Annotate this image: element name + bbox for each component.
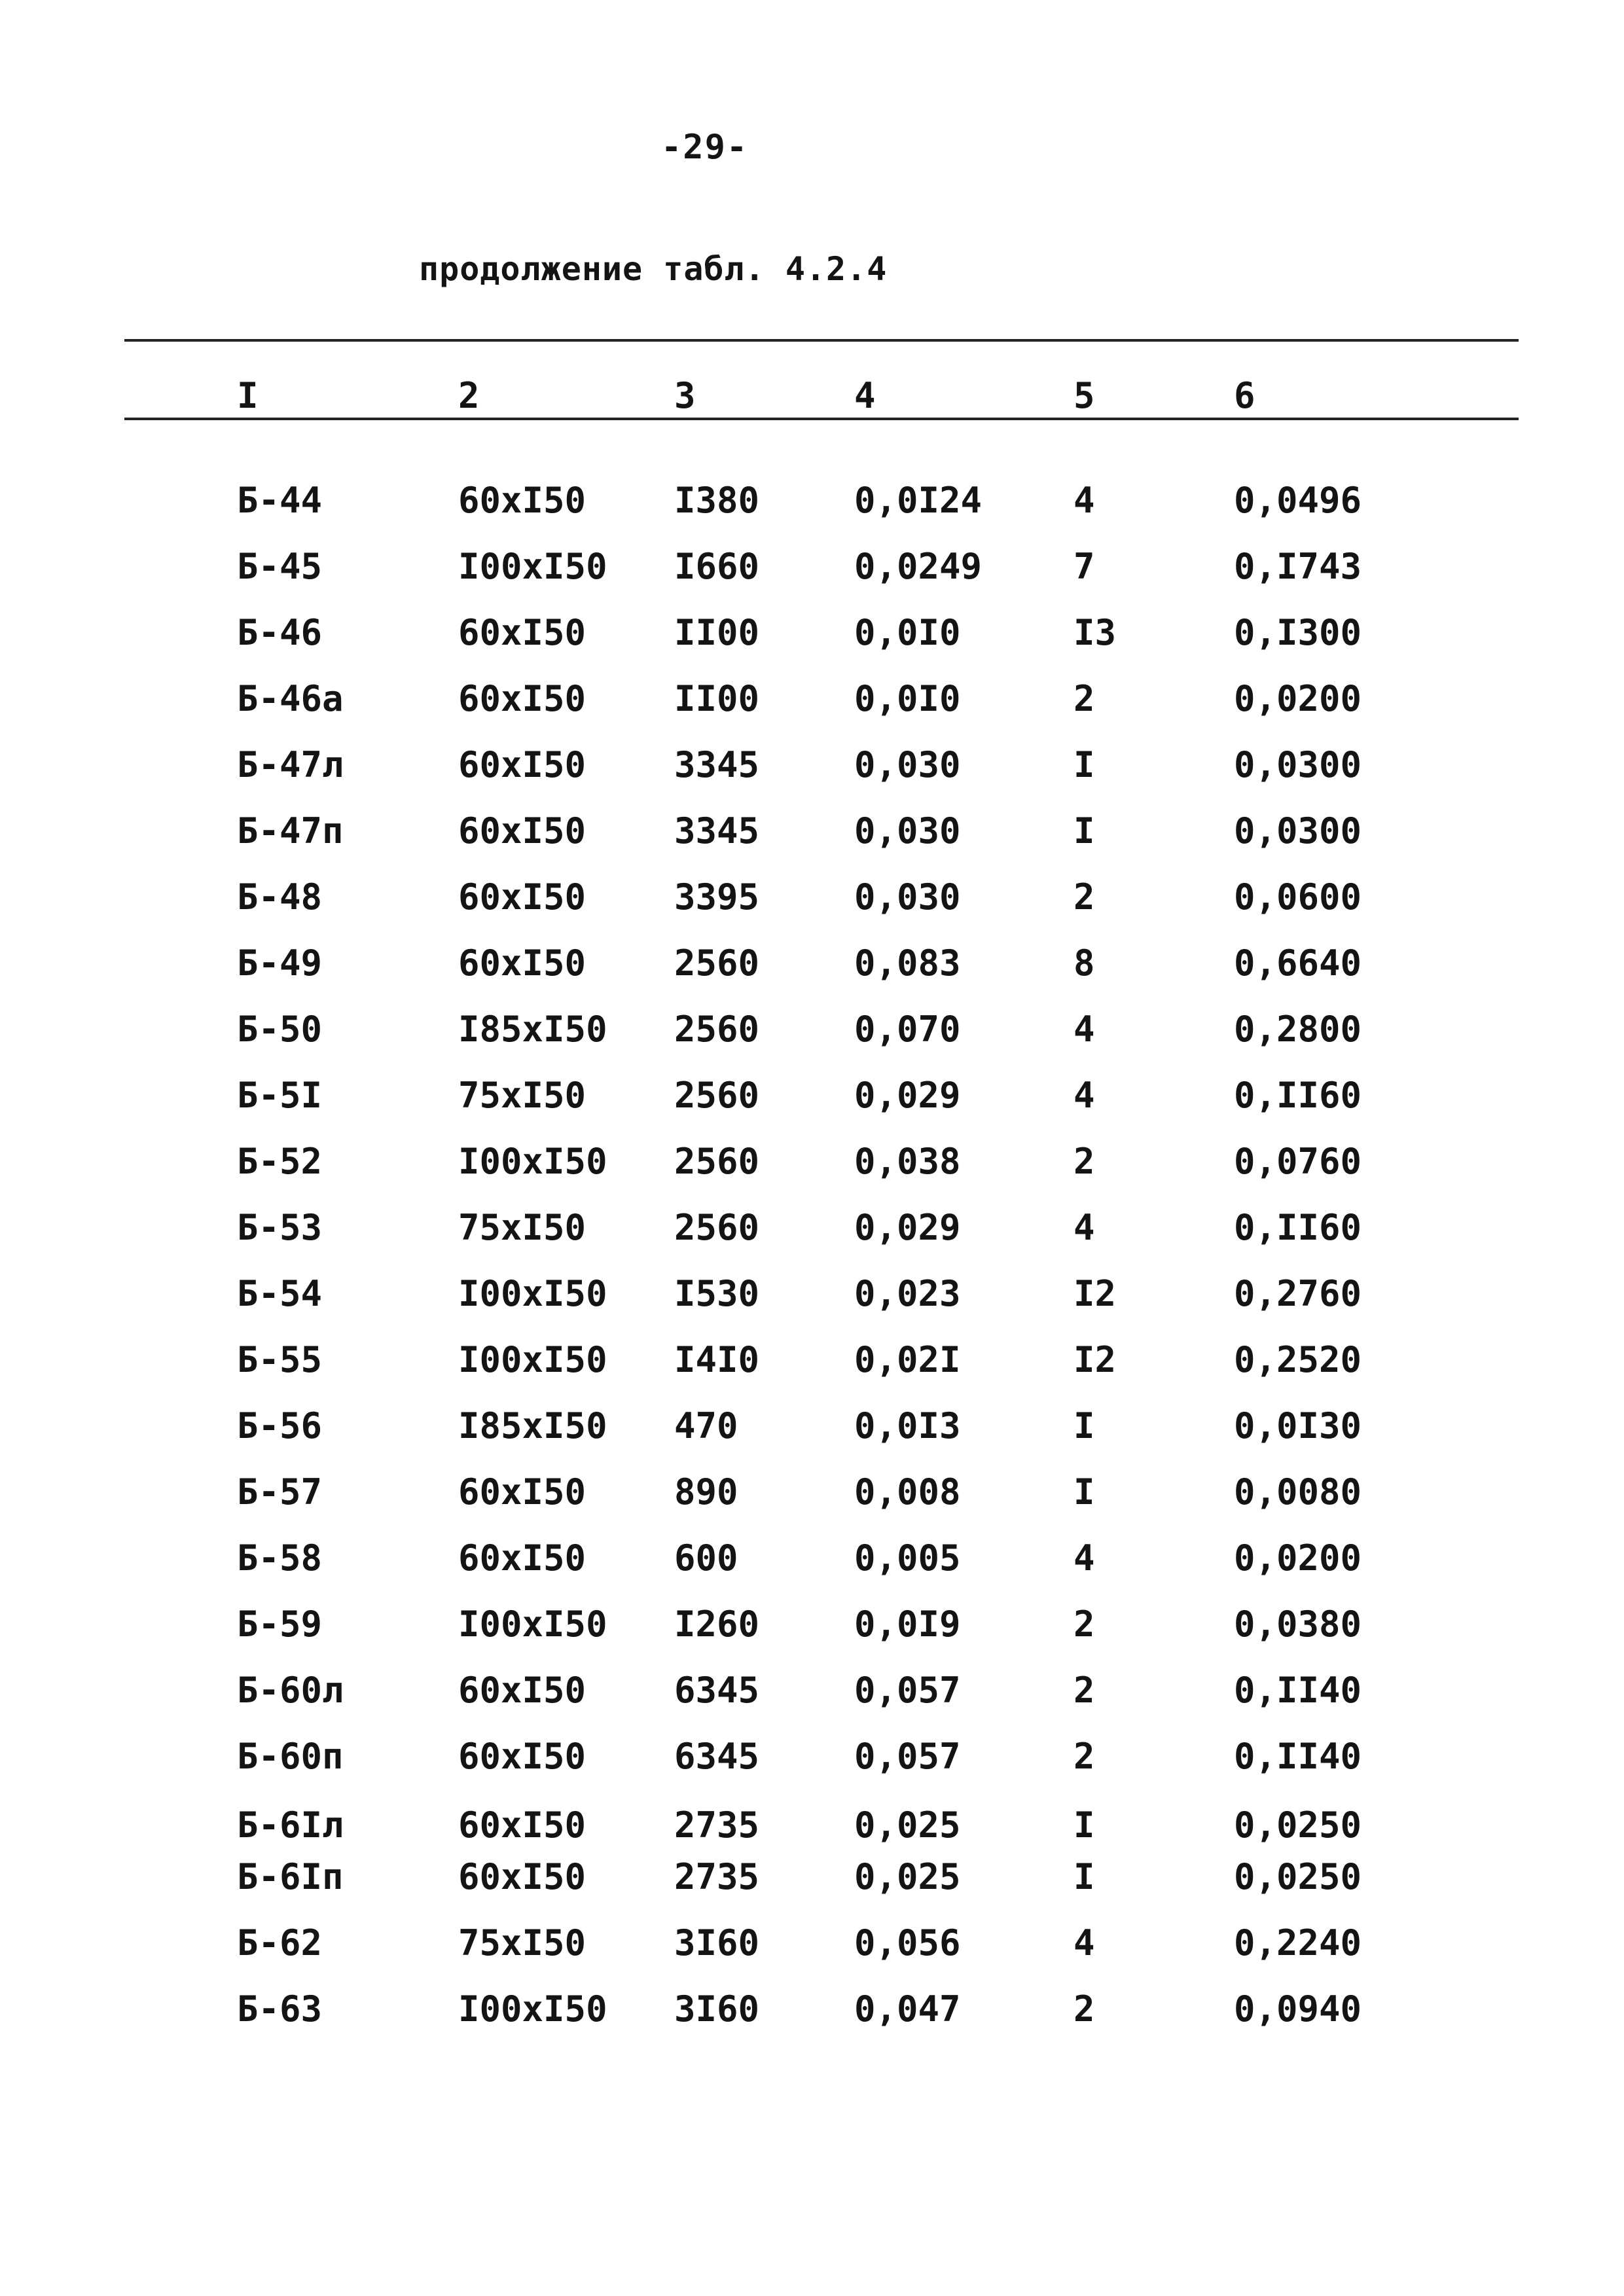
cell-mark: Б-44 (237, 480, 323, 521)
cell-quantity: 4 (1074, 1922, 1095, 1964)
column-header-4: 4 (854, 375, 876, 416)
cell-total-volume: 0,II40 (1234, 1670, 1362, 1711)
cell-section: 60xI50 (458, 1804, 586, 1846)
cell-total-volume: 0,6640 (1234, 942, 1362, 984)
cell-section: 60xI50 (458, 1856, 586, 1897)
cell-length: II00 (674, 678, 760, 719)
cell-quantity: 4 (1074, 1009, 1095, 1050)
cell-total-volume: 0,II60 (1234, 1075, 1362, 1116)
cell-length: 890 (674, 1471, 738, 1513)
cell-mark: Б-59 (237, 1604, 323, 1645)
cell-length: 2735 (674, 1804, 760, 1846)
cell-volume: 0,070 (854, 1009, 961, 1050)
page-number: -29- (661, 128, 749, 167)
cell-volume: 0,038 (854, 1141, 961, 1182)
column-header-1: I (237, 375, 259, 416)
cell-volume: 0,005 (854, 1537, 961, 1579)
cell-volume: 0,030 (854, 876, 961, 918)
cell-mark: Б-60п (237, 1736, 344, 1777)
cell-mark: Б-54 (237, 1273, 323, 1314)
cell-total-volume: 0,0380 (1234, 1604, 1362, 1645)
cell-total-volume: 0,I300 (1234, 612, 1362, 653)
cell-mark: Б-47л (237, 744, 344, 785)
cell-mark: Б-56 (237, 1405, 323, 1446)
cell-quantity: I2 (1074, 1339, 1117, 1380)
cell-length: II00 (674, 612, 760, 653)
cell-section: 60xI50 (458, 810, 586, 852)
cell-section: 60xI50 (458, 678, 586, 719)
cell-total-volume: 0,0250 (1234, 1856, 1362, 1897)
cell-mark: Б-50 (237, 1009, 323, 1050)
cell-section: I00xI50 (458, 1988, 607, 2030)
column-header-3: 3 (674, 375, 696, 416)
cell-volume: 0,0I9 (854, 1604, 961, 1645)
cell-length: I660 (674, 546, 760, 587)
cell-total-volume: 0,2800 (1234, 1009, 1362, 1050)
column-header-5: 5 (1074, 375, 1095, 416)
cell-mark: Б-48 (237, 876, 323, 918)
cell-quantity: 2 (1074, 1988, 1095, 2030)
cell-length: 3I60 (674, 1988, 760, 2030)
cell-section: I85xI50 (458, 1405, 607, 1446)
cell-quantity: 4 (1074, 1537, 1095, 1579)
cell-total-volume: 0,0600 (1234, 876, 1362, 918)
cell-section: 60xI50 (458, 942, 586, 984)
cell-section: I00xI50 (458, 1604, 607, 1645)
cell-volume: 0,008 (854, 1471, 961, 1513)
cell-quantity: 2 (1074, 1141, 1095, 1182)
cell-quantity: 2 (1074, 1736, 1095, 1777)
cell-length: I380 (674, 480, 760, 521)
cell-volume: 0,023 (854, 1273, 961, 1314)
cell-section: 60xI50 (458, 1537, 586, 1579)
cell-section: I00xI50 (458, 546, 607, 587)
cell-section: 60xI50 (458, 480, 586, 521)
cell-volume: 0,0I24 (854, 480, 983, 521)
cell-total-volume: 0,0200 (1234, 678, 1362, 719)
cell-section: 60xI50 (458, 876, 586, 918)
cell-mark: Б-45 (237, 546, 323, 587)
cell-length: I4I0 (674, 1339, 760, 1380)
cell-total-volume: 0,0080 (1234, 1471, 1362, 1513)
cell-length: 2560 (674, 1141, 760, 1182)
cell-volume: 0,0I0 (854, 612, 961, 653)
cell-total-volume: 0,0200 (1234, 1537, 1362, 1579)
cell-section: 60xI50 (458, 612, 586, 653)
cell-section: I85xI50 (458, 1009, 607, 1050)
cell-total-volume: 0,2520 (1234, 1339, 1362, 1380)
cell-quantity: 4 (1074, 1075, 1095, 1116)
cell-total-volume: 0,2240 (1234, 1922, 1362, 1964)
cell-length: I260 (674, 1604, 760, 1645)
cell-quantity: I (1074, 1856, 1095, 1897)
cell-length: 3I60 (674, 1922, 760, 1964)
cell-mark: Б-62 (237, 1922, 323, 1964)
cell-volume: 0,056 (854, 1922, 961, 1964)
cell-section: 60xI50 (458, 1670, 586, 1711)
cell-total-volume: 0,0760 (1234, 1141, 1362, 1182)
cell-quantity: 4 (1074, 480, 1095, 521)
cell-length: 2560 (674, 942, 760, 984)
cell-length: 3395 (674, 876, 760, 918)
cell-total-volume: 0,II60 (1234, 1207, 1362, 1248)
cell-volume: 0,0I0 (854, 678, 961, 719)
cell-volume: 0,030 (854, 744, 961, 785)
cell-length: 6345 (674, 1670, 760, 1711)
column-header-6: 6 (1234, 375, 1255, 416)
cell-length: 3345 (674, 744, 760, 785)
cell-quantity: 2 (1074, 1670, 1095, 1711)
cell-length: 6345 (674, 1736, 760, 1777)
cell-mark: Б-49 (237, 942, 323, 984)
cell-mark: Б-60л (237, 1670, 344, 1711)
cell-mark: Б-6Iл (237, 1804, 344, 1846)
cell-length: 600 (674, 1537, 738, 1579)
cell-total-volume: 0,0250 (1234, 1804, 1362, 1846)
cell-volume: 0,030 (854, 810, 961, 852)
cell-quantity: I (1074, 1471, 1095, 1513)
cell-quantity: I (1074, 744, 1095, 785)
cell-volume: 0,029 (854, 1075, 961, 1116)
cell-section: 60xI50 (458, 1736, 586, 1777)
table-caption: продолжение табл. 4.2.4 (419, 250, 888, 288)
cell-section: 75xI50 (458, 1075, 586, 1116)
cell-quantity: 8 (1074, 942, 1095, 984)
cell-total-volume: 0,I743 (1234, 546, 1362, 587)
cell-quantity: 7 (1074, 546, 1095, 587)
cell-volume: 0,0249 (854, 546, 983, 587)
cell-mark: Б-46 (237, 612, 323, 653)
cell-quantity: 2 (1074, 876, 1095, 918)
cell-section: I00xI50 (458, 1273, 607, 1314)
cell-total-volume: 0,0I30 (1234, 1405, 1362, 1446)
cell-mark: Б-53 (237, 1207, 323, 1248)
cell-quantity: I (1074, 810, 1095, 852)
cell-mark: Б-52 (237, 1141, 323, 1182)
cell-total-volume: 0,0496 (1234, 480, 1362, 521)
cell-volume: 0,029 (854, 1207, 961, 1248)
cell-mark: Б-6Iп (237, 1856, 344, 1897)
cell-quantity: I3 (1074, 612, 1117, 653)
cell-quantity: I (1074, 1804, 1095, 1846)
cell-length: 2560 (674, 1009, 760, 1050)
cell-volume: 0,057 (854, 1736, 961, 1777)
cell-section: 60xI50 (458, 1471, 586, 1513)
column-header-2: 2 (458, 375, 480, 416)
cell-quantity: I2 (1074, 1273, 1117, 1314)
cell-total-volume: 0,0940 (1234, 1988, 1362, 2030)
cell-total-volume: 0,0300 (1234, 810, 1362, 852)
cell-mark: Б-57 (237, 1471, 323, 1513)
cell-quantity: I (1074, 1405, 1095, 1446)
cell-volume: 0,083 (854, 942, 961, 984)
cell-mark: Б-47п (237, 810, 344, 852)
cell-length: I530 (674, 1273, 760, 1314)
cell-quantity: 4 (1074, 1207, 1095, 1248)
cell-mark: Б-46а (237, 678, 344, 719)
cell-length: 2735 (674, 1856, 760, 1897)
cell-total-volume: 0,II40 (1234, 1736, 1362, 1777)
cell-total-volume: 0,0300 (1234, 744, 1362, 785)
cell-length: 2560 (674, 1207, 760, 1248)
cell-volume: 0,057 (854, 1670, 961, 1711)
cell-length: 3345 (674, 810, 760, 852)
cell-length: 470 (674, 1405, 738, 1446)
cell-mark: Б-63 (237, 1988, 323, 2030)
cell-total-volume: 0,2760 (1234, 1273, 1362, 1314)
cell-section: 60xI50 (458, 744, 586, 785)
cell-quantity: 2 (1074, 1604, 1095, 1645)
cell-volume: 0,047 (854, 1988, 961, 2030)
cell-volume: 0,0I3 (854, 1405, 961, 1446)
cell-volume: 0,025 (854, 1856, 961, 1897)
cell-mark: Б-58 (237, 1537, 323, 1579)
header-bottom-rule (124, 418, 1519, 420)
cell-volume: 0,02I (854, 1339, 961, 1380)
cell-mark: Б-5I (237, 1075, 323, 1116)
cell-volume: 0,025 (854, 1804, 961, 1846)
cell-section: 75xI50 (458, 1207, 586, 1248)
cell-length: 2560 (674, 1075, 760, 1116)
cell-section: I00xI50 (458, 1141, 607, 1182)
cell-mark: Б-55 (237, 1339, 323, 1380)
cell-quantity: 2 (1074, 678, 1095, 719)
cell-section: I00xI50 (458, 1339, 607, 1380)
cell-section: 75xI50 (458, 1922, 586, 1964)
